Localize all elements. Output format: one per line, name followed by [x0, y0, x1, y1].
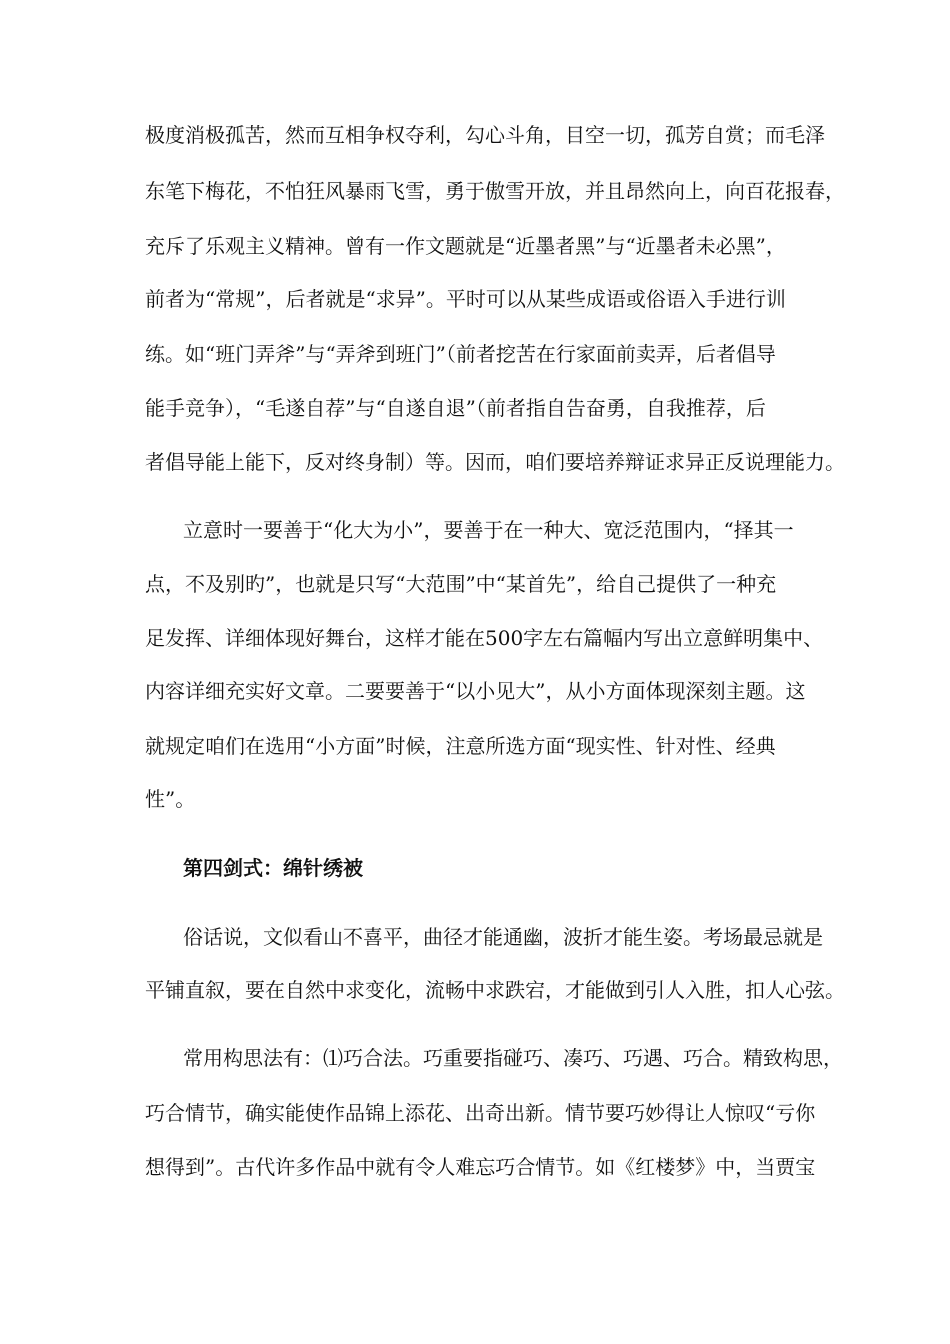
text-line: 足发挥、详细体现好舞台，这样才能在500字左右篇幅内写出立意鲜明集中、	[145, 626, 824, 650]
text-line: 常用构思法有：⑴巧合法。巧重要指碰巧、凑巧、巧遇、巧合。精致构思，	[183, 1046, 843, 1070]
text-line: 充斥了乐观主义精神。曾有一作文题就是“近墨者黑”与“近墨者未必黑”，	[145, 234, 786, 258]
text-line: 东笔下梅花，不怕狂风暴雨飞雪，勇于傲雪开放，并且昂然向上，向百花报春，	[145, 179, 845, 203]
text-line: 练。如“班门弄斧”与“弄斧到班门”（前者挖苦在行家面前卖弄，后者倡导	[145, 342, 776, 366]
text-line: 立意时一要善于“化大为小”，要善于在一种大、宽泛范围内，“择其一	[183, 518, 794, 542]
text-line: 点，不及别旳”，也就是只写“大范围”中“某首先”，给自己提供了一种充	[145, 572, 777, 596]
text-line: 内容详细充实好文章。二要要善于“以小见大”，从小方面体现深刻主题。这	[145, 679, 806, 703]
text-line: 能手竞争），“毛遂自荐”与“自遂自退”（前者指自告奋勇，自我推荐，后	[145, 396, 766, 420]
text-line: 巧合情节，确实能使作品锦上添花、出奇出新。情节要巧妙得让人惊叹“亏你	[145, 1101, 816, 1125]
text-line: 前者为“常规”，后者就是“求异”。平时可以从某些成语或俗语入手进行训	[145, 287, 786, 311]
text-line: 平铺直叙，要在自然中求变化，流畅中求跌宕，才能做到引人入胜，扣人心弦。	[145, 978, 845, 1002]
text-line: 就规定咱们在选用“小方面”时候，注意所选方面“现实性、针对性、经典	[145, 734, 776, 758]
text-line: 极度消极孤苦，然而互相争权夺利，勾心斗角，目空一切，孤芳自赏；而毛泽	[145, 123, 825, 147]
text-line: 想得到”。古代许多作品中就有令人难忘巧合情节。如《红楼梦》中，当贾宝	[145, 1155, 816, 1179]
text-line: 者倡导能上能下，反对终身制）等。因而，咱们要培养辩证求异正反说理能力。	[145, 450, 845, 474]
section-heading: 第四剑式：绵针绣被	[183, 856, 363, 880]
text-line: 俗话说，文似看山不喜平，曲径才能通幽，波折才能生姿。考场最忌就是	[183, 925, 823, 949]
text-line: 性”。	[145, 787, 196, 811]
